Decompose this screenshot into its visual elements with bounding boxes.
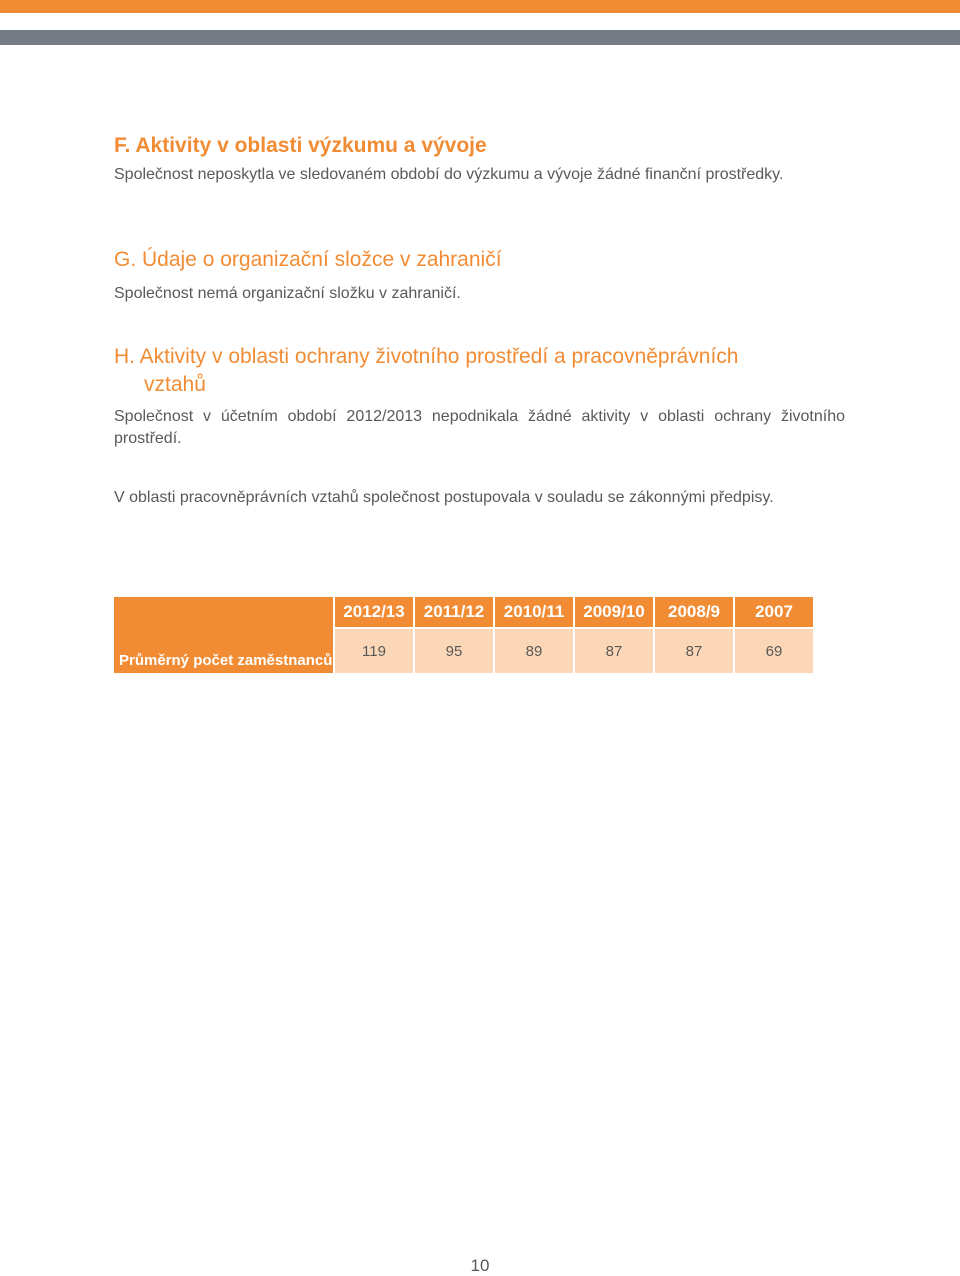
employee-count-table xyxy=(112,595,815,675)
value-cell: 89 xyxy=(495,629,573,673)
value-cell: 69 xyxy=(735,629,813,673)
section-h-title-line1: H. Aktivity v oblasti ochrany životního prostředí a pracovněprávních xyxy=(114,345,739,368)
section-f-body: Společnost neposkytla ve sledovaném období do výzkumu a vývoje žádné finanční prostředky. xyxy=(114,166,784,183)
section-g-title: G. Údaje o organizační složce v zahraničí xyxy=(114,248,502,271)
row-label: Průměrný počet zaměstnanců xyxy=(114,597,333,673)
section-h-body-2: V oblasti pracovněprávních vztahů společnost postupovala v souladu se zákonnými předpisy. xyxy=(114,489,774,506)
value-cell: 87 xyxy=(655,629,733,673)
section-h-title-line2: vztahů xyxy=(144,373,206,396)
year-header-cell: 2011/12 xyxy=(415,597,493,627)
section-g-body: Společnost nemá organizační složku v zahraničí. xyxy=(114,285,461,302)
year-header-cell: 2007 xyxy=(735,597,813,627)
year-header-cell: 2008/9 xyxy=(655,597,733,627)
value-cell: 119 xyxy=(335,629,413,673)
section-h-title xyxy=(114,343,738,399)
section-h-body-1: Společnost v účetním období 2012/2013 nepodnikala žádné aktivity v oblasti ochrany životního prostředí. xyxy=(114,408,845,447)
year-header-cell: 2009/10 xyxy=(575,597,653,627)
page-number: 10 xyxy=(470,1256,490,1275)
top-accent-bar xyxy=(0,0,960,13)
year-header-cell: 2010/11 xyxy=(495,597,573,627)
section-f-title: F. Aktivity v oblasti výzkumu a vývoje xyxy=(114,134,487,157)
value-cell: 95 xyxy=(415,629,493,673)
value-cell: 87 xyxy=(575,629,653,673)
year-header-cell: 2012/13 xyxy=(335,597,413,627)
year-header-row xyxy=(114,597,813,627)
top-gray-bar xyxy=(0,30,960,45)
